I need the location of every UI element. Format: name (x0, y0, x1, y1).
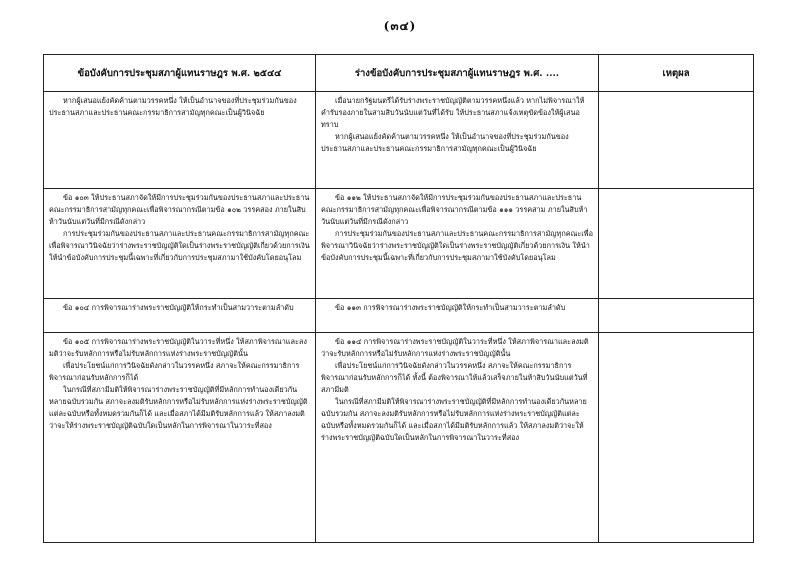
paragraph: ข้อ ๑๐๓ ให้ประธานสภาจัดให้มีการประชุมร่วมกันของประธานสภาและประธานคณะกรรมาธิการสามัญทุกคณะเพื่อพิจารณากรณีตามข้อ ๑๐๒ วรรคสอง ภายในสิบห้าวันนับแต่วันที่มีกรณีดังกล่าว (49, 193, 310, 226)
header-reason: เหตุผล (599, 55, 754, 92)
draft-cell (316, 189, 599, 299)
comparison-table (43, 54, 754, 543)
paragraph: เมื่อนายกรัฐมนตรีได้รับร่างพระราชบัญญัติตามวรรคหนึ่งแล้ว หากไม่พิจารณาให้คำรับรองภายในสามสิบวันนับแต่วันที่ได้รับ ให้ประธานสภาแจ้งเหตุขัดข้องให้ผู้เสนอทราบ (321, 96, 585, 129)
table-row (44, 299, 754, 333)
header-row (44, 55, 754, 92)
current-cell (44, 299, 316, 333)
paragraph: การประชุมร่วมกันของประธานสภาและประธานคณะกรรมาธิการสามัญทุกคณะเพื่อพิจารณาวินิจฉัยว่าร่างพระราชบัญญัติใดเป็นร่างพระราชบัญญัติเกี่ยวด้วยการเงิน ให้นำข้อบังคับการประชุมนี้เฉพาะที่เกี่ยวกับการประชุมสภามาใช้บังคับโดยอนุโลม (321, 229, 593, 262)
header-draft-regulation: ร่างข้อบังคับการประชุมสภาผู้แทนราษฎร พ.ศ. .... (316, 55, 599, 92)
paragraph: ในกรณีที่สภามีมติให้พิจารณาร่างพระราชบัญญัติที่มีหลักการทำนองเดียวกันหลายฉบับรวมกัน สภาจะลงมติรับหลักการหรือไม่รับหลักการแห่งร่างพระราชบัญญัติแต่ละฉบับหรือทั้งหมดรวมกันก็ได้ และเมื่อสภาได้มีมติรับหลักการแล้ว ให้สภาลงมติว่าจะให้ร่างพระราชบัญญัติฉบับใดเป็นหลักในการพิจารณาในวาระที่สอง (49, 385, 308, 430)
paragraph: ข้อ ๑๐๕ การพิจารณาร่างพระราชบัญญัติในวาระที่หนึ่ง ให้สภาพิจารณาและลงมติว่าจะรับหลักการหรือไม่รับหลักการแห่งร่างพระราชบัญญัตินั้น (49, 337, 307, 358)
paragraph: ข้อ ๑๐๔ การพิจารณาร่างพระราชบัญญัติให้กระทำเป็นสามวาระตามลำดับ (63, 303, 294, 312)
paragraph: การประชุมร่วมกันของประธานสภาและประธานคณะกรรมาธิการสามัญทุกคณะเพื่อพิจารณาวินิจฉัยว่าร่างพระราชบัญญัติใดเป็นร่างพระราชบัญญัติเกี่ยวด้วยการเงิน ให้นำข้อบังคับการประชุมนี้เฉพาะที่เกี่ยวกับการประชุมสภามาใช้บังคับโดยอนุโลม (49, 229, 310, 262)
paragraph: ข้อ ๑๑๓ การพิจารณาร่างพระราชบัญญัติให้กระทำเป็นสามวาระตามลำดับ (335, 303, 566, 312)
table-row (44, 333, 754, 543)
current-cell (44, 189, 316, 299)
draft-cell (316, 92, 599, 189)
paragraph: เพื่อประโยชน์แก่การวินิจฉัยดังกล่าวในวรรคหนึ่ง สภาจะให้คณะกรรมาธิการพิจารณาก่อนรับหลักการก็ได้ (49, 361, 300, 382)
paragraph: หากผู้เสนอแย้งคัดค้านตามวรรคหนึ่ง ให้เป็นอำนาจของที่ประชุมร่วมกันของประธานสภาและประธานคณะกรรมาธิการสามัญทุกคณะเป็นผู้วินิจฉัย (321, 132, 569, 153)
page-number: (๓๔) (383, 19, 417, 33)
reason-cell (599, 92, 754, 189)
current-cell (44, 92, 316, 189)
header-current-regulation: ข้อบังคับการประชุมสภาผู้แทนราษฎร พ.ศ. ๒๕๔๔ (44, 55, 316, 92)
reason-cell (599, 299, 754, 333)
table-row (44, 189, 754, 299)
paragraph: ข้อ ๑๑๔ การพิจารณาร่างพระราชบัญญัติในวาระที่หนึ่ง ให้สภาพิจารณาและลงมติว่าจะรับหลักการหรือไม่รับหลักการแห่งร่างพระราชบัญญัตินั้น (321, 337, 589, 358)
draft-cell (316, 333, 599, 543)
table-row (44, 92, 754, 189)
paragraph: เพื่อประโยชน์แก่การวินิจฉัยดังกล่าวในวรรคหนึ่ง สภาจะให้คณะกรรมาธิการพิจารณาก่อนรับหลักการก็ได้ ทั้งนี้ ต้องพิจารณาให้แล้วเสร็จภายในห้าสิบวันนับแต่วันที่สภามีมติ (321, 361, 588, 394)
current-cell (44, 333, 316, 543)
reason-cell (599, 189, 754, 299)
draft-cell (316, 299, 599, 333)
paragraph: ในกรณีที่สภามีมติให้พิจารณาร่างพระราชบัญญัติที่มีหลักการทำนองเดียวกันหลายฉบับรวมกัน สภาจะลงมติรับหลักการหรือไม่รับหลักการแห่งร่างพระราชบัญญัติแต่ละฉบับหรือทั้งหมดรวมกันก็ได้ และเมื่อสภาได้มีมติรับหลักการแล้ว ให้สภาลงมติว่าจะให้ร่างพระราชบัญญัติฉบับใดเป็นหลักในการพิจารณาในวาระที่สอง (321, 397, 587, 442)
reason-cell (599, 333, 754, 543)
paragraph: หากผู้เสนอแย้งคัดค้านตามวรรคหนึ่ง ให้เป็นอำนาจของที่ประชุมร่วมกันของประธานสภาและประธานคณะกรรมาธิการสามัญทุกคณะเป็นผู้วินิจฉัย (49, 96, 297, 117)
paragraph: ข้อ ๑๑๒ ให้ประธานสภาจัดให้มีการประชุมร่วมกันของประธานสภาและประธานคณะกรรมาธิการสามัญทุกคณะเพื่อพิจารณากรณีตามข้อ ๑๑๑ วรรคสาม ภายในสิบห้าวันนับแต่วันที่มีกรณีดังกล่าว (321, 193, 588, 226)
